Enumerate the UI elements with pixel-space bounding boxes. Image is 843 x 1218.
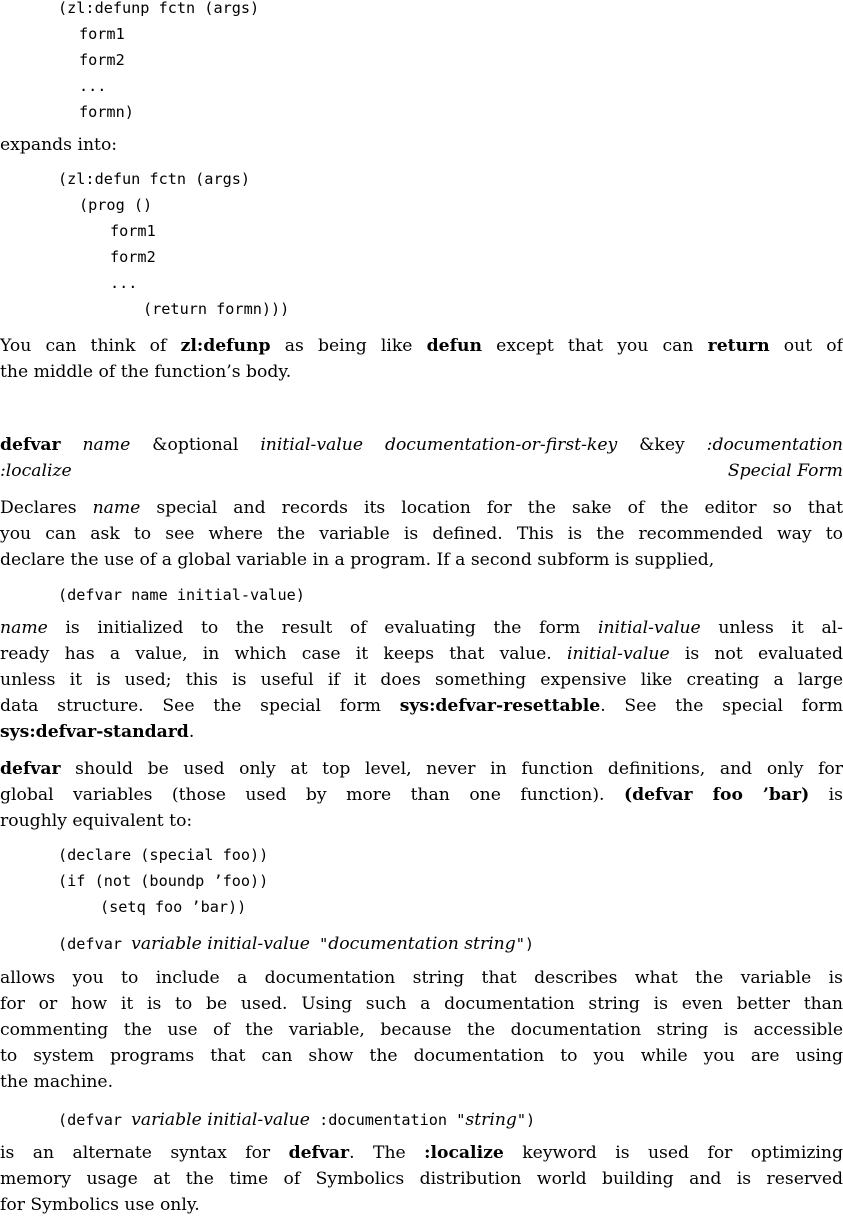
code-line: form1 (110, 222, 156, 240)
paragraph-line: the machine. (0, 1072, 114, 1092)
defvar-name: defvar (0, 435, 61, 455)
paragraph-line: you can ask to see where the variable is defined. This is the recommended way to (0, 524, 843, 544)
signature-line: :localize Special Form (0, 458, 843, 484)
code-line: (defvar variable initial-value "documentation string") (58, 934, 535, 954)
code-line: (zl:defun fctn (args) (58, 170, 251, 188)
code-line: (prog () (79, 196, 153, 214)
signature-line: defvar name &optional initial-value documentation-or-first-key &key :documentation (0, 435, 843, 455)
paragraph-line: for or how it is to be used. Using such a documentation string is even better than (0, 994, 843, 1014)
return-term: return (707, 336, 770, 356)
code-line: (defvar name initial-value) (58, 586, 305, 604)
paragraph-line: allows you to include a documentation string that describes what the variable is (0, 968, 843, 988)
defvar-standard-term: sys:defvar-standard (0, 722, 189, 742)
zl-defunp-term: zl:defunp (180, 336, 271, 356)
paragraph-line: memory usage at the time of Symbolics distribution world building and is reserved (0, 1169, 843, 1189)
paragraph-line: unless it is used; this is useful if it does something expensive like creating a large (0, 670, 843, 690)
form-type-label: Special Form (727, 461, 843, 481)
defun-term: defun (426, 336, 482, 356)
code-line: formn) (79, 103, 134, 121)
defvar-resettable-term: sys:defvar-resettable (399, 696, 601, 716)
paragraph-line: the middle of the function’s body. (0, 362, 292, 382)
code-line: (declare (special foo)) (58, 846, 269, 864)
code-line: form2 (79, 51, 125, 69)
paragraph-line: commenting the use of the variable, because the documentation string is accessible (0, 1020, 843, 1040)
paragraph-line: declare the use of a global variable in a program. If a second subform is supplied, (0, 550, 715, 570)
paragraph-line: roughly equivalent to: (0, 811, 193, 831)
expands-into-text: expands into: (0, 135, 118, 155)
code-line: ... (79, 77, 107, 95)
code-line: (defvar variable initial-value :documentation "string") (58, 1110, 536, 1130)
paragraph-line: name is initialized to the result of evaluating the form initial-value unless it al- (0, 618, 843, 638)
code-line: form1 (79, 25, 125, 43)
paragraph-line: is an alternate syntax for defvar. The :localize keyword is used for optimizing (0, 1143, 843, 1163)
paragraph-line: to system programs that can show the documentation to you while you are using (0, 1046, 843, 1066)
code-line: (zl:defunp fctn (args) (58, 0, 260, 17)
paragraph-line: for Symbolics use only. (0, 1195, 200, 1215)
paragraph-line: You can think of zl:defunp as being like defun except that you can return out of (0, 336, 843, 356)
code-line: (if (not (boundp ’foo)) (58, 872, 269, 890)
code-line: form2 (110, 248, 156, 266)
code-line: (setq foo ’bar)) (100, 898, 247, 916)
defun-code-block (0, 156, 843, 338)
code-line: (return formn))) (143, 300, 290, 318)
code-line: ... (110, 274, 138, 292)
paragraph-line: defvar should be used only at top level, never in function definitions, and only for (0, 759, 843, 779)
paragraph-line: Declares name special and records its location for the sake of the editor so that (0, 498, 843, 518)
paragraph-line: sys:defvar-standard. (0, 722, 195, 742)
paragraph-line: ready has a value, in which case it keeps that value. initial-value is not evaluated (0, 644, 843, 664)
paragraph-line: data structure. See the special form sys:defvar-resettable. See the special form (0, 696, 843, 716)
paragraph-line: global variables (those used by more than one function). (defvar foo ’bar) is (0, 785, 843, 805)
